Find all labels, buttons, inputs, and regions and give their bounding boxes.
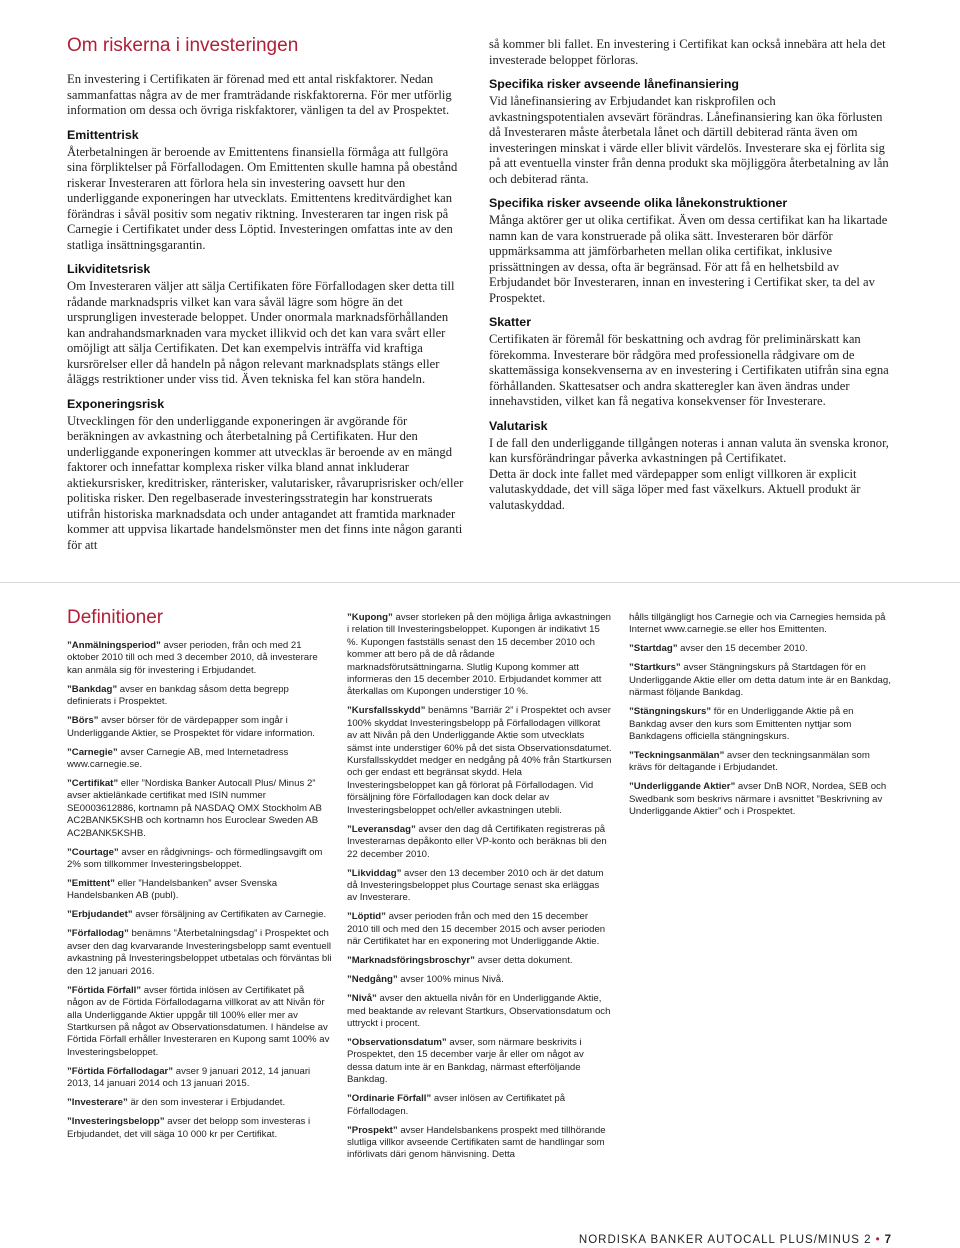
section-heading-lanefinansiering: Specifika risker avseende lånefinansiering — [489, 77, 739, 91]
definition-term: ”Carnegie” — [67, 746, 118, 758]
definition-term: ”Nedgång” — [347, 974, 398, 986]
definition-term: ”Börs” — [67, 715, 99, 727]
definition-term: ”Teckningsanmälan” — [629, 750, 725, 762]
continuation-paragraph: så kommer bli fallet. En investering i Certifikat kan också innebära att hela det investerade beloppet förloras. — [489, 37, 886, 67]
definition-term: ”Erbjudandet” — [67, 909, 133, 921]
definition-text: benämns ”Återbetalningsdag” i Prospektet och avser den dag kvarvarande Investeringsbelopp samt eventuell avkastning på Investeringsbeloppet utbetalas och förväntas bli den 12 januari 2016. — [67, 928, 332, 977]
definition-term: ”Anmälningsperiod” — [67, 640, 161, 651]
definition-term: ”Marknadsföringsbroschyr” — [347, 955, 475, 967]
section-text-exponeringsrisk: Utvecklingen för den underliggande exponeringen är avgörande för beräkningen av avkastning och återbetalning på Certifikaten. Hur den underliggande exponeringen kommer att utvecklas är beroende av en mängd faktorer och innefattar komplexa risker vilka bland annat inkluderar aktiekursrisker, kreditrisker, ränterisker, valutarisker, råvaruprisrisker och/eller politiska risker. Den regelbaserade investeringsstrategin har konstruerats utifrån historiska marknadsdata och under antagandet att framtida marknader kommer att uppvisa likartade handelsmönster men det finns inte någon garanti för att — [67, 413, 464, 552]
risk-column-right — [489, 37, 893, 513]
definition-text: avser 9 januari 2012, 14 januari 2013, 14 januari 2014 och 13 januari 2015. — [67, 1065, 311, 1090]
definition-item — [67, 684, 332, 709]
definition-item — [67, 1116, 332, 1141]
definition-item — [67, 878, 332, 903]
definition-term: ”Investerare” — [67, 1097, 128, 1109]
definition-text: avser 100% minus Nivå. — [397, 974, 504, 986]
page-footer — [579, 1234, 892, 1246]
definition-term: ”Löptid” — [347, 911, 386, 923]
definition-term: ”Nivå” — [347, 993, 377, 1005]
definition-item — [347, 705, 612, 817]
definition-term: ”Likviddag” — [347, 867, 402, 879]
definition-term: ”Förfallodag” — [67, 928, 129, 940]
definition-item — [67, 715, 332, 740]
definition-item — [347, 955, 612, 967]
definition-item — [347, 612, 612, 699]
definition-item — [67, 640, 332, 677]
section-heading-emittentrisk: Emittentrisk — [67, 127, 139, 142]
definitions-column-3 — [629, 612, 894, 825]
section-text-emittentrisk: Återbetalningen är beroende av Emittentens finansiella förmåga att fullgöra sina förpliktelser på Förfallodagen. Om Emittenten skulle hamna på obestånd riskerar Investeraren att förlora hela sin investering oavsett hur den underliggande exponeringen har utvecklats. Emittentens kreditvärdighet kan förändras i såväl positiv som negativ riktning. Investeraren tar ingen risk på Carnegie i Certifikatet under dess Löptid. Investeringen omfattas inte av den statliga insättningsgarantin. — [67, 144, 458, 252]
section-text-valutarisk-1: I de fall den underliggande tillgången noteras i annan valuta än svenska kronor, kan kursförändringar påverka avkastningen på Certifikatet. — [489, 435, 889, 465]
definition-text: avser, som närmare beskrivits i Prospektet, den 15 december varje år eller om något av dessa datum inte är en Bankdag, närmast efterföljande Bankdag. — [347, 1036, 584, 1086]
definition-text: avser den 15 december 2010. — [677, 643, 808, 655]
definition-text: avser förtida inlösen av Certifikatet på någon av de Förtida Förfallodagarna villkorat av att Nivån för alla Underliggande Aktier uppgår till 100% eller mer av Startkursen på något av Observationsdatumen. I händelse av Förtida Förfall erhåller Investeraren en Kupong samt 100% av Investeringsbeloppet. — [67, 984, 330, 1058]
definition-item — [629, 706, 894, 743]
definition-text: avser den dag då Certifikaten registreras på Investerarnas depåkonto eller VP-konto och beräknas bli den 22 december 2010. — [347, 823, 607, 860]
definition-term: ”Bankdag” — [67, 683, 118, 695]
definition-item — [347, 911, 612, 948]
definition-item — [67, 1097, 332, 1109]
definition-item — [67, 1066, 332, 1091]
definition-term: ”Kursfallsskydd” — [347, 705, 426, 717]
definition-term: ”Courtage” — [67, 846, 119, 858]
definition-text: avser försäljning av Certifikaten av Carnegie. — [132, 909, 327, 921]
definition-text: eller ”Nordiska Banker Autocall Plus/ Minus 2” avser aktielänkade certifikat med ISIN nummer SE0003612886, kortnamn på NASDAQ OMX Stockholm AB AC2BANK5KSHB och kortnamn hos Euroclear Sweden AB AC2BANK5KSHB. — [67, 778, 322, 839]
definition-term: ”Förtida Förfallodagar” — [67, 1065, 174, 1077]
definition-text: avser perioden, från och med 21 oktober 2010 till och med 3 december 2010, då investerare kan anmäla sig för investering i Erbjudandet. — [67, 640, 318, 676]
definitions-column-2 — [347, 612, 612, 1168]
definition-term: ”Emittent” — [67, 878, 115, 890]
definition-text: avser storleken på den möjliga årliga avkastningen i relation till Investeringsbeloppet. Kupongen är indikativt 15 %. Kupongen fastställs senast den 15 december 2010 och kommer att bero på de då rådande marknadsförutsättningarna. Slutlig Kupong kommer att informeras den 15 december 2010. Erbjudandet kommer att återkallas om Kupongen understiger 10 %. — [347, 612, 611, 698]
definition-term: ”Underliggande Aktier” — [629, 781, 736, 793]
definition-text: avser den 13 december 2010 och är det datum då Investeringsbeloppet plus Courtage senast ska erläggas av Investerare. — [347, 867, 604, 904]
definition-item — [67, 847, 332, 872]
definition-text: avser Carnegie AB, med Internetadress www.carnegie.se. — [67, 746, 289, 771]
section-text-lanefinansiering: Vid lånefinansiering av Erbjudandet kan riskprofilen och avkastningspotentialen avsevärt förändras. Lånefinansiering kan öka förlusten då Investeraren måste återbetala lånet och därtill debiterad ränta även om investeringen minskat i värde eller blivit värdelös. Investerare ska ej förlita sig på att eventuella vinster från denna produkt ska möjliggöra återbetalning av lån och debiterad ränta. — [489, 94, 889, 186]
definition-text: avser det belopp som investeras i Erbjudandet, det vill säga 10 000 kr per Certifikat. — [67, 1116, 311, 1140]
definition-text: avser perioden från och med den 15 december 2010 till och med den 15 december 2015 och avser perioden när Certifikatet har en exponering mot Underliggande Aktie. — [347, 911, 606, 948]
definition-term: ”Kupong” — [347, 612, 393, 623]
definition-term: ”Startkurs” — [629, 662, 681, 674]
section-text-likviditetsrisk: Om Investeraren väljer att sälja Certifikaten före Förfallodagen sker detta till rådande marknadspris vilket kan vara såväl lägre som högre än det ursprungligen investerade beloppet. Under onormala marknadsförhållanden kan andrahandsmarknaden vara mycket illikvid och det kan vara svårt eller omöjligt att sälja Certifikaten. Det kan exempelvis inträffa vid kraftiga kursrörelser eller då handeln på någon relevant marknadsplats stängs eller åläggs restriktioner under viss tid. Även tekniska fel kan störa handeln. — [67, 279, 455, 386]
footer-title: NORDISKA BANKER AUTOCALL PLUS/MINUS 2 — [578, 1234, 872, 1246]
definition-term: ”Ordinarie Förfall” — [347, 1093, 432, 1105]
definition-item — [347, 1125, 612, 1162]
definition-text: eller ”Handelsbanken” avser Svenska Handelsbanken AB (publ). — [67, 878, 278, 902]
section-divider — [0, 582, 960, 583]
definition-item — [67, 985, 332, 1059]
definition-term: ”Stängningskurs” — [629, 706, 712, 718]
definition-item — [629, 643, 894, 655]
definition-item — [67, 778, 332, 840]
definition-text: avser börser för de värdepapper som ingår i Underliggande Aktier, se Prospektet för vidare information. — [67, 715, 315, 739]
risk-column-left — [67, 34, 467, 553]
definition-item — [347, 993, 612, 1030]
definition-text: avser Stängningskurs på Startdagen för en Underliggande Aktie eller om detta datum inte är en Bankdag, närmast följande Bankdag. — [629, 662, 891, 699]
definition-continuation: hålls tillgängligt hos Carnegie och via Carnegies hemsida på Internet www.carnegie.se eller hos Emittenten. — [629, 612, 886, 636]
definition-item — [347, 824, 612, 861]
definition-text: avser en bankdag såsom detta begrepp definierats i Prospektet. — [67, 683, 289, 708]
section-heading-exponeringsrisk: Exponeringsrisk — [67, 396, 165, 411]
definition-text: avser DnB NOR, Nordea, SEB och Swedbank som beskrivs närmare i avsnittet ”Beskrivning av Underliggande Aktier” och i Prospektet. — [629, 781, 887, 818]
definition-text: avser Handelsbankens prospekt med tillhörande slutliga villkor avseende Certifikaten samt de handlingar som införlivats däri genom hänvisning. Detta — [347, 1124, 606, 1161]
section-text-skatter: Certifikaten är föremål för beskattning och avdrag för preliminärskatt kan förekomma. Investerare bör rådgöra med professionella rådgivare om de skattemässiga konsekvenserna av en investering i Certifikaten utifrån sina egna förhållanden. Skattesatser och andra skatteregler kan även ändras under innehavstiden, vilket kan få negativa konsekvenser för Investerare. — [489, 332, 889, 408]
definition-item — [67, 909, 332, 921]
definition-term: ”Certifikat” — [67, 778, 119, 790]
definition-term: ”Förtida Förfall” — [67, 984, 142, 996]
page-title: Om riskerna i investeringen — [67, 35, 299, 56]
definition-item — [629, 662, 894, 699]
definition-text: är den som investerar i Erbjudandet. — [127, 1097, 286, 1109]
definition-item — [347, 1037, 612, 1087]
definition-text: avser en rådgivnings- och förmedlingsavgift om 2% som tillkommer Investeringsbeloppet. — [67, 846, 323, 871]
definitions-column-1 — [67, 640, 332, 1148]
definition-text: benämns ”Barriär 2” i Prospektet och avser 100% skyddat Investeringsbelopp på Förfallodagen villkorat av att Nivån på den Underliggande Aktie som utvecklats sämst inte understiger 60% på det sista Observationsdatumet. Kursfallsskyddet medger en nedgång på 40% från Startkursen och ger endast ett begränsat skydd. Hela Investeringsbeloppet kan gå förlorat på Förfallodagen. Vid försäljning före Förfallodagen kan dock delar av Investeringsbeloppet och/eller avkastningen utebli. — [347, 705, 612, 816]
definition-item — [629, 781, 894, 818]
definition-text: avser inlösen av Certifikatet på Förfallodagen. — [347, 1093, 566, 1117]
definition-text: avser den teckningsanmälan som krävs för deltagande i Erbjudandet. — [629, 750, 870, 774]
definition-term: ”Leveransdag” — [347, 823, 416, 835]
definitions-title: Definitioner — [67, 607, 164, 628]
definition-term: ”Prospekt” — [347, 1124, 398, 1136]
section-heading-likviditetsrisk: Likviditetsrisk — [67, 262, 151, 276]
definition-item — [67, 747, 332, 772]
definition-item — [629, 750, 894, 775]
section-heading-valutarisk: Valutarisk — [489, 418, 548, 433]
definition-item — [347, 974, 612, 986]
section-heading-skatter: Skatter — [489, 315, 532, 329]
page-number: 7 — [884, 1234, 892, 1246]
section-text-valutarisk-2: Detta är dock inte fallet med värdepapper som enligt villkoren är explicit valutaskyddade, det vill säga löper med fast växelkurs. Aktuell produkt är valutaskyddad. — [489, 466, 861, 512]
definition-text: avser detta dokument. — [474, 955, 573, 967]
definition-term: ”Observationsdatum” — [347, 1036, 447, 1048]
section-text-lanekonstruktioner: Många aktörer ger ut olika certifikat. Även om dessa certifikat kan ha likartade namn kan de vara konstruerade på olika sätt. Investeraren bör därför uppmärksamma att jämförbarheten mellan olika certifikat, inklusive prissättningen av dessa, ofta är begränsad. För att få en helhetsbild av Erbjudandet bör Investeraren, innan en investering i Certifikat sker, ta del av Prospektet. — [489, 213, 888, 305]
definition-text: för en Underliggande Aktie på en Bankdag avser den kurs som Emittenten nyttjar som Bankdagens officiella stängningskurs. — [629, 706, 854, 743]
definition-item — [347, 868, 612, 905]
definition-term: ”Startdag” — [629, 643, 678, 655]
definition-item — [347, 1093, 612, 1118]
footer-bullet: • — [875, 1234, 881, 1246]
intro-paragraph: En investering i Certifikaten är förenad med ett antal riskfaktorer. Nedan sammanfattas några av de mer framträdande riskfaktorerna. För mer utförlig information om dessa och övriga riskfaktorer, vänligen ta del av Prospektet. — [67, 72, 452, 117]
section-heading-lanekonstruktioner: Specifika risker avseende olika lånekonstruktioner — [489, 196, 788, 210]
definition-item — [67, 928, 332, 978]
definition-text: avser den aktuella nivån för en Underliggande Aktie, med beaktande av relevant Startkurs, Observationsdatum och uttryckt i procent. — [347, 993, 611, 1029]
definition-term: ”Investeringsbelopp” — [67, 1116, 165, 1128]
